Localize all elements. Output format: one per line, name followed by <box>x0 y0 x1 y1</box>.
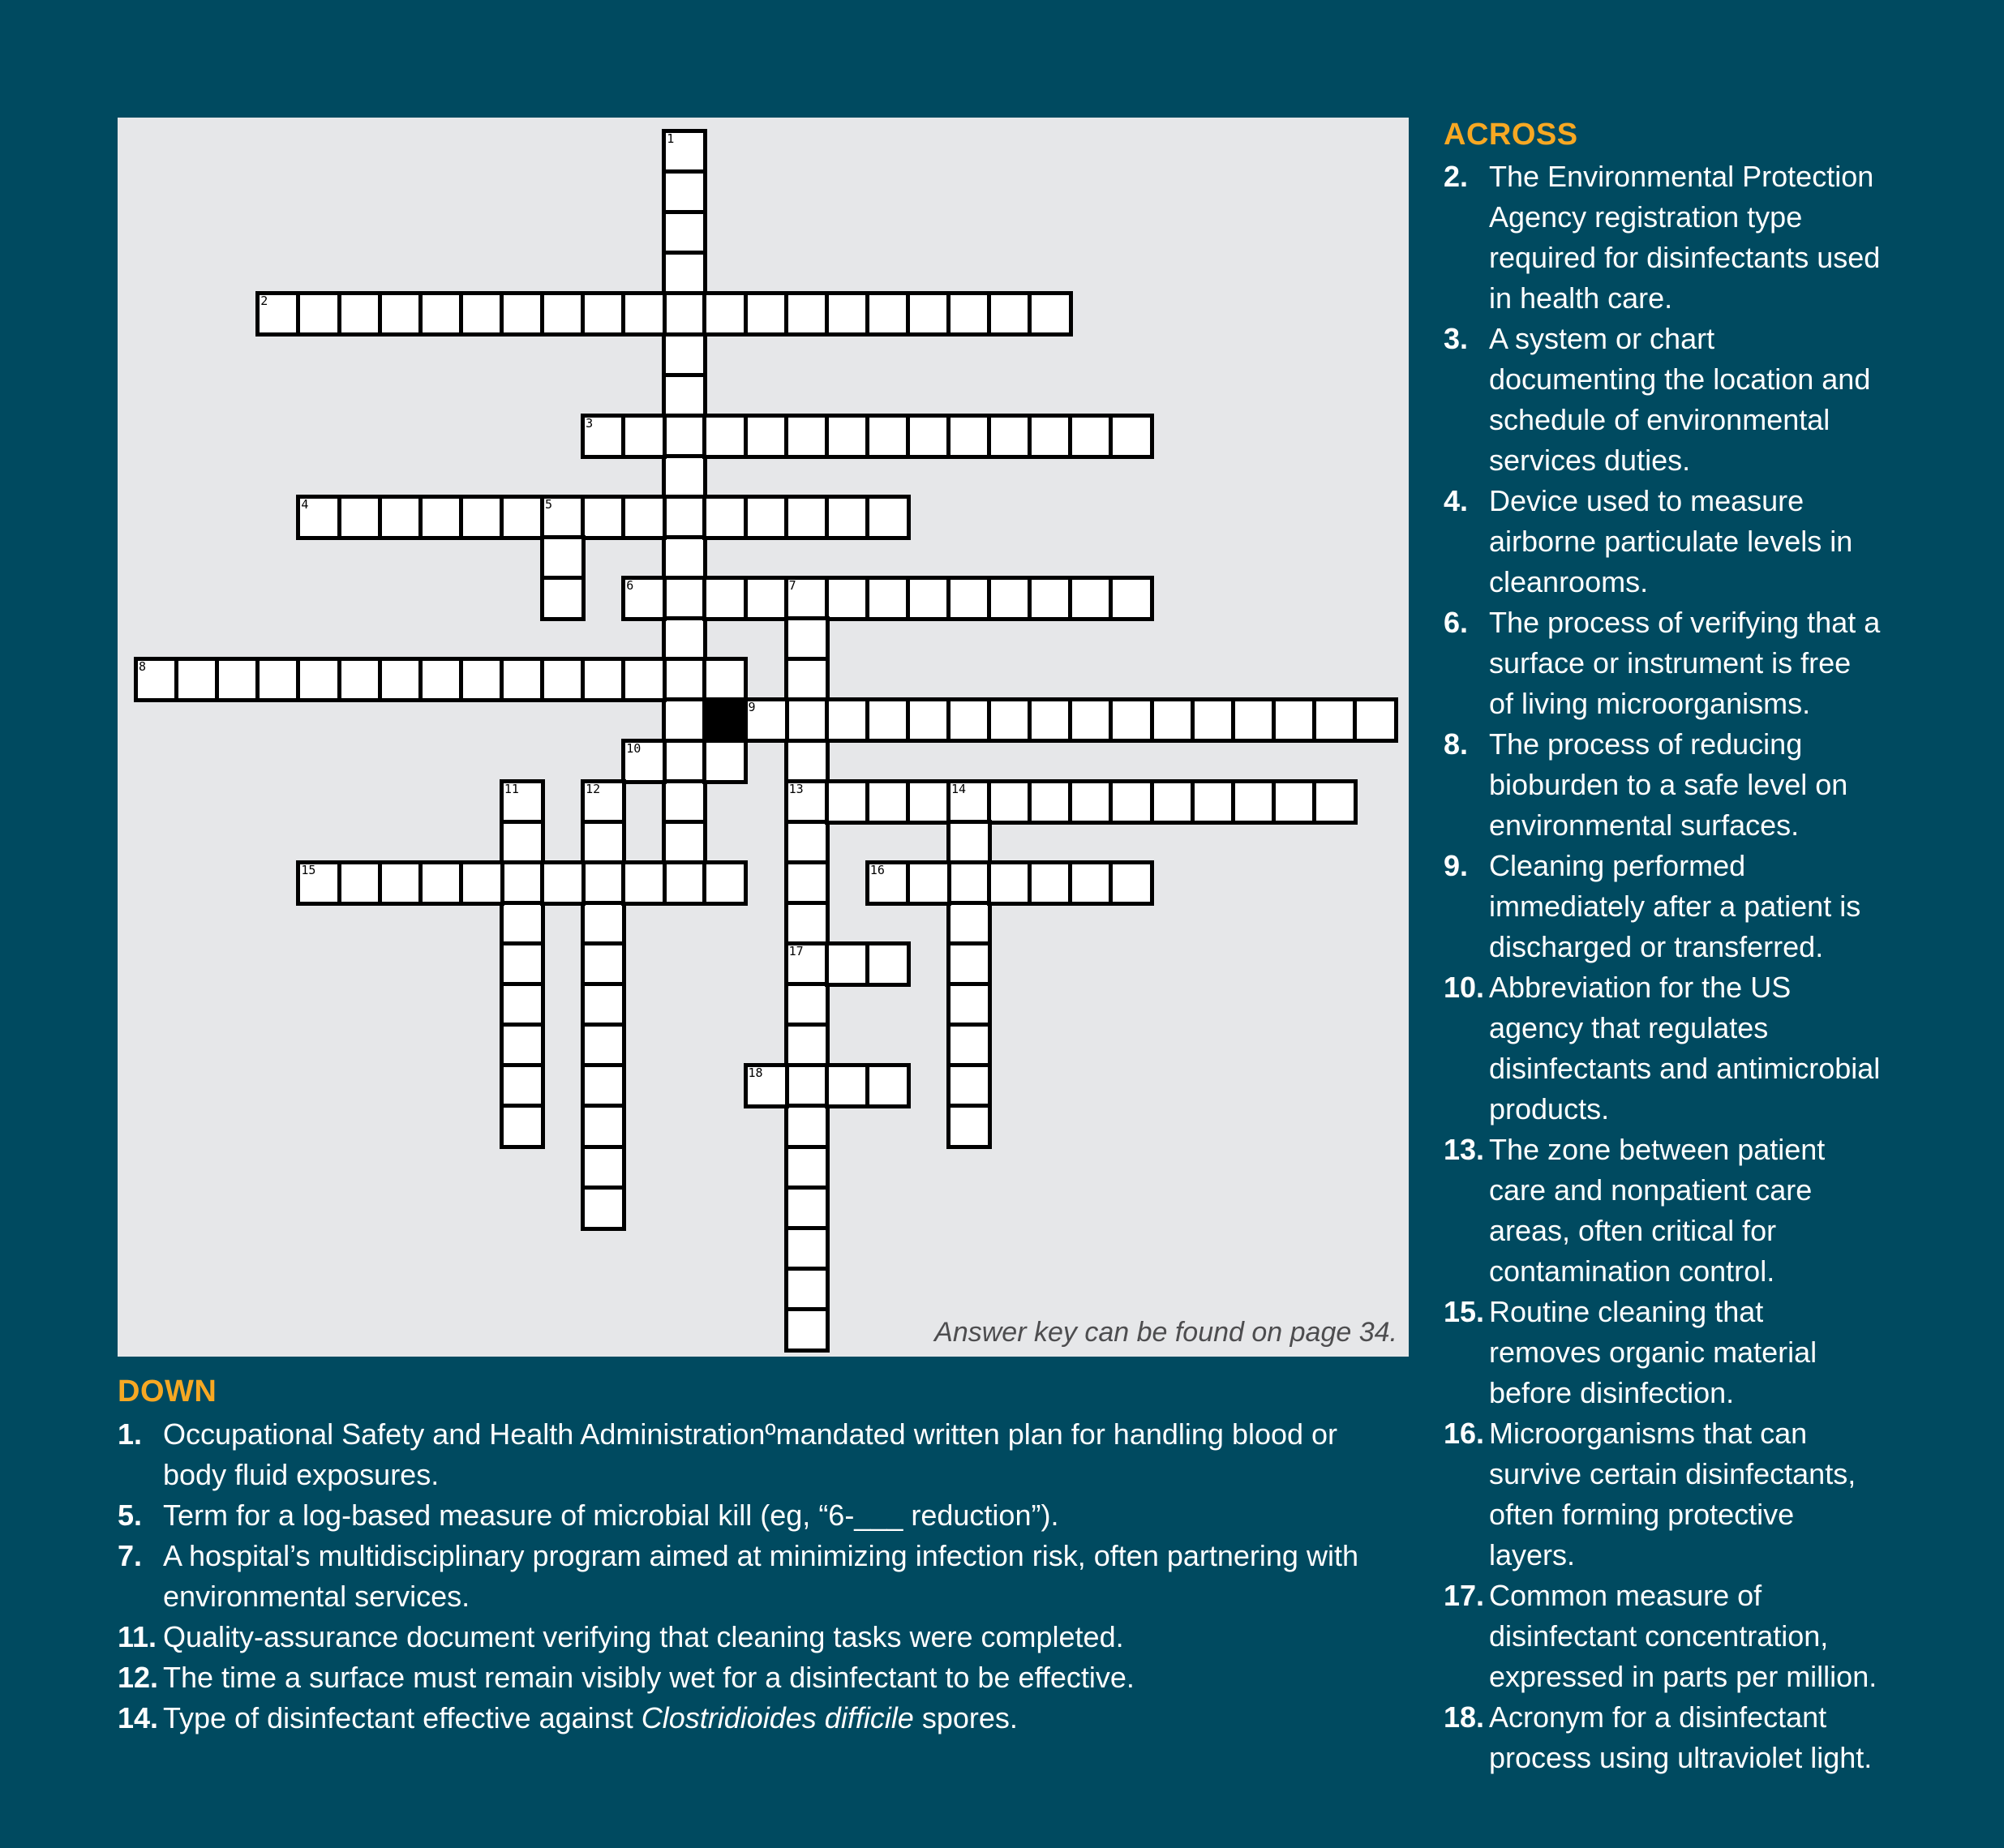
clue-number-label: 15. <box>1444 1295 1485 1328</box>
clue-number: 8 <box>139 659 147 675</box>
across-clue <box>1444 1130 1882 1292</box>
grid-cell-blocked <box>702 697 748 743</box>
clue-number: 1 <box>667 131 675 146</box>
grid-cell[interactable] <box>946 779 992 825</box>
grid-cell[interactable] <box>500 1023 545 1068</box>
clue-number-label: 6. <box>1444 606 1469 639</box>
grid-cell[interactable] <box>1191 697 1236 743</box>
grid-cell[interactable] <box>500 1104 545 1149</box>
grid-cell[interactable] <box>825 291 870 337</box>
grid-cell[interactable] <box>1109 697 1154 743</box>
grid-cell[interactable] <box>1068 414 1114 459</box>
down-clue <box>118 1536 1383 1617</box>
grid-cell[interactable] <box>581 941 626 987</box>
grid-cell[interactable] <box>1068 860 1114 906</box>
across-clue <box>1444 319 1882 481</box>
grid-cell[interactable] <box>865 941 911 987</box>
grid-cell[interactable] <box>1191 779 1236 825</box>
grid-cell[interactable] <box>784 495 830 540</box>
grid-cell[interactable] <box>1150 779 1195 825</box>
grid-cell[interactable] <box>865 860 911 906</box>
grid-cell[interactable] <box>784 860 830 906</box>
clue-text: Type of disinfectant effective against Clostridioides difficile spores. <box>163 1701 1018 1734</box>
grid-cell[interactable] <box>946 291 992 337</box>
clue-number: 12 <box>586 781 601 796</box>
grid-cell[interactable] <box>906 576 951 621</box>
grid-cell[interactable] <box>581 657 626 702</box>
clue-number-label: 8. <box>1444 727 1469 761</box>
clue-number: 3 <box>586 415 594 431</box>
grid-cell[interactable] <box>621 291 667 337</box>
grid-cell[interactable] <box>255 291 301 337</box>
down-clue <box>118 1617 1383 1657</box>
grid-cell[interactable] <box>337 860 383 906</box>
grid-cell[interactable] <box>581 820 626 865</box>
grid-cell[interactable] <box>1109 576 1154 621</box>
down-clue <box>118 1698 1383 1739</box>
grid-cell[interactable] <box>662 820 707 865</box>
grid-cell[interactable] <box>784 1307 830 1353</box>
grid-cell[interactable] <box>581 1023 626 1068</box>
down-clue <box>118 1414 1383 1495</box>
grid-cell[interactable] <box>784 616 830 662</box>
grid-cell[interactable] <box>662 860 707 906</box>
grid-cell[interactable] <box>1028 860 1073 906</box>
grid-cell[interactable] <box>865 1063 911 1108</box>
across-clue <box>1444 1292 1882 1413</box>
grid-cell[interactable] <box>621 495 667 540</box>
grid-cell[interactable] <box>865 414 911 459</box>
grid-cell[interactable] <box>500 495 545 540</box>
clue-number: 5 <box>545 496 553 512</box>
grid-cell[interactable] <box>744 1063 789 1108</box>
clue-text: A system or chart documenting the location and schedule of environmental services duties. <box>1489 322 1871 477</box>
grid-cell[interactable] <box>987 291 1032 337</box>
across-clue <box>1444 1413 1882 1576</box>
grid-cell[interactable] <box>662 697 707 743</box>
grid-cell[interactable] <box>540 495 586 540</box>
grid-cell[interactable] <box>784 1104 830 1149</box>
clue-text: The process of verifying that a surface or instrument is free of living microorganisms. <box>1489 606 1881 720</box>
grid-cell[interactable] <box>500 941 545 987</box>
grid-cell[interactable] <box>621 860 667 906</box>
grid-cell[interactable] <box>621 576 667 621</box>
clue-text: Common measure of disinfectant concentration, expressed in parts per million. <box>1489 1579 1877 1693</box>
grid-cell[interactable] <box>1028 779 1073 825</box>
grid-cell[interactable] <box>987 697 1032 743</box>
clue-text: The time a surface must remain visibly wet for a disinfectant to be effective. <box>163 1661 1135 1694</box>
grid-cell[interactable] <box>581 495 626 540</box>
grid-cell[interactable] <box>1068 576 1114 621</box>
grid-cell[interactable] <box>1272 779 1317 825</box>
grid-cell[interactable] <box>500 1063 545 1108</box>
grid-cell[interactable] <box>784 1023 830 1068</box>
grid-cell[interactable] <box>784 414 830 459</box>
grid-cell[interactable] <box>987 860 1032 906</box>
grid-cell[interactable] <box>540 860 586 906</box>
answer-key-note: Answer key can be found on page 34. <box>934 1317 1397 1348</box>
clue-number-label: 14. <box>118 1701 159 1734</box>
grid-cell[interactable] <box>662 332 707 378</box>
grid-cell[interactable] <box>581 1186 626 1231</box>
grid-cell[interactable] <box>784 1063 830 1108</box>
clue-text: Cleaning performed immediately after a patient is discharged or transferred. <box>1489 849 1861 963</box>
across-heading: ACROSS <box>1444 118 1578 152</box>
grid-cell[interactable] <box>378 860 423 906</box>
grid-cell[interactable] <box>581 1145 626 1190</box>
clue-number: 6 <box>626 578 634 594</box>
grid-cell[interactable] <box>662 169 707 215</box>
down-clue <box>118 1657 1383 1698</box>
clue-number: 11 <box>504 781 519 796</box>
grid-cell[interactable] <box>459 657 504 702</box>
grid-cell[interactable] <box>621 657 667 702</box>
grid-cell[interactable] <box>296 860 341 906</box>
grid-cell[interactable] <box>784 1267 830 1312</box>
grid-cell[interactable] <box>744 576 789 621</box>
grid-cell[interactable] <box>946 982 992 1027</box>
grid-cell[interactable] <box>337 657 383 702</box>
grid-cell[interactable] <box>662 616 707 662</box>
grid-cell[interactable] <box>784 901 830 946</box>
clue-number-label: 7. <box>118 1539 143 1572</box>
grid-cell[interactable] <box>906 414 951 459</box>
clue-text: The Environmental Protection Agency registration type required for disinfectants used in health care. <box>1489 160 1881 315</box>
grid-cell[interactable] <box>1109 779 1154 825</box>
grid-cell[interactable] <box>865 291 911 337</box>
grid-cell[interactable] <box>581 982 626 1027</box>
grid-cell[interactable] <box>581 291 626 337</box>
across-clue <box>1444 846 1882 967</box>
grid-cell[interactable] <box>500 860 545 906</box>
grid-cell[interactable] <box>500 657 545 702</box>
grid-cell[interactable] <box>987 779 1032 825</box>
grid-cell[interactable] <box>459 860 504 906</box>
grid-cell[interactable] <box>702 860 748 906</box>
clue-number-label: 2. <box>1444 160 1469 193</box>
grid-cell[interactable] <box>1028 576 1073 621</box>
grid-cell[interactable] <box>662 291 707 337</box>
clue-text: Microorganisms that can survive certain disinfectants, often forming protective layers. <box>1489 1417 1856 1571</box>
grid-cell[interactable] <box>581 860 626 906</box>
grid-cell[interactable] <box>1312 779 1358 825</box>
clue-number-label: 5. <box>118 1499 143 1532</box>
grid-cell[interactable] <box>906 697 951 743</box>
clue-number-label: 1. <box>118 1417 143 1451</box>
grid-cell[interactable] <box>744 697 789 743</box>
across-clue <box>1444 1576 1882 1697</box>
grid-cell[interactable] <box>865 576 911 621</box>
grid-cell[interactable] <box>946 414 992 459</box>
clue-number: 14 <box>951 781 967 796</box>
grid-cell[interactable] <box>500 779 545 825</box>
clue-number: 18 <box>748 1065 763 1081</box>
clue-text: Occupational Safety and Health Administrationºmandated written plan for handling blood or body fluid exposures. <box>163 1417 1338 1491</box>
grid-cell[interactable] <box>906 291 951 337</box>
grid-cell[interactable] <box>784 697 830 743</box>
grid-cell[interactable] <box>662 576 707 621</box>
grid-cell[interactable] <box>946 1063 992 1108</box>
grid-cell[interactable] <box>378 495 423 540</box>
grid-cell[interactable] <box>784 941 830 987</box>
grid-cell[interactable] <box>378 291 423 337</box>
down-clue-list <box>118 1414 1383 1739</box>
grid-cell[interactable] <box>500 901 545 946</box>
grid-cell[interactable] <box>1231 779 1277 825</box>
grid-cell[interactable] <box>865 495 911 540</box>
grid-cell[interactable] <box>540 535 586 581</box>
clue-number: 15 <box>301 862 316 877</box>
grid-cell[interactable] <box>825 495 870 540</box>
grid-cell[interactable] <box>784 576 830 621</box>
grid-cell[interactable] <box>784 1186 830 1231</box>
grid-cell[interactable] <box>581 901 626 946</box>
clue-number-label: 16. <box>1444 1417 1485 1450</box>
grid-cell[interactable] <box>662 535 707 581</box>
grid-cell[interactable] <box>662 779 707 825</box>
grid-cell[interactable] <box>784 820 830 865</box>
grid-cell[interactable] <box>946 576 992 621</box>
grid-cell[interactable] <box>337 291 383 337</box>
grid-cell[interactable] <box>255 657 301 702</box>
across-clue <box>1444 1697 1882 1778</box>
grid-cell[interactable] <box>906 860 951 906</box>
grid-cell[interactable] <box>621 414 667 459</box>
grid-cell[interactable] <box>1109 414 1154 459</box>
grid-cell[interactable] <box>662 739 707 784</box>
grid-cell[interactable] <box>1109 860 1154 906</box>
clue-number-label: 3. <box>1444 322 1469 355</box>
grid-cell[interactable] <box>865 779 911 825</box>
grid-cell[interactable] <box>784 1226 830 1271</box>
grid-cell[interactable] <box>174 657 220 702</box>
grid-cell[interactable] <box>1231 697 1277 743</box>
grid-cell[interactable] <box>946 901 992 946</box>
grid-cell[interactable] <box>296 291 341 337</box>
grid-cell[interactable] <box>1150 697 1195 743</box>
grid-cell[interactable] <box>825 779 870 825</box>
grid-cell[interactable] <box>1028 697 1073 743</box>
clue-number-label: 18. <box>1444 1700 1485 1734</box>
grid-cell[interactable] <box>744 291 789 337</box>
clue-number: 16 <box>869 862 885 877</box>
grid-cell[interactable] <box>744 495 789 540</box>
grid-cell[interactable] <box>134 657 179 702</box>
grid-cell[interactable] <box>987 576 1032 621</box>
across-clue <box>1444 481 1882 602</box>
grid-cell[interactable] <box>702 576 748 621</box>
grid-cell[interactable] <box>540 657 586 702</box>
grid-cell[interactable] <box>825 576 870 621</box>
grid-cell[interactable] <box>784 657 830 702</box>
grid-cell[interactable] <box>581 1104 626 1149</box>
clue-number: 7 <box>788 578 796 594</box>
clue-text: Quality-assurance document verifying that cleaning tasks were completed. <box>163 1620 1124 1653</box>
grid-cell[interactable] <box>662 495 707 540</box>
clue-number: 2 <box>260 294 268 309</box>
grid-cell[interactable] <box>1272 697 1317 743</box>
grid-cell[interactable] <box>946 697 992 743</box>
clue-number-label: 10. <box>1444 971 1485 1004</box>
grid-cell[interactable] <box>662 129 707 174</box>
clue-number: 10 <box>626 740 642 756</box>
grid-cell[interactable] <box>337 495 383 540</box>
across-clue <box>1444 967 1882 1130</box>
grid-cell[interactable] <box>946 820 992 865</box>
clue-text: Device used to measure airborne particulate levels in cleanrooms. <box>1489 484 1853 598</box>
down-clue <box>118 1495 1383 1536</box>
clue-number: 17 <box>788 944 804 958</box>
grid-cell[interactable] <box>500 291 545 337</box>
clue-text: Acronym for a disinfectant process using ultraviolet light. <box>1489 1700 1873 1774</box>
grid-cell[interactable] <box>540 291 586 337</box>
grid-cell[interactable] <box>784 739 830 784</box>
grid-cell[interactable] <box>744 414 789 459</box>
grid-cell[interactable] <box>418 657 464 702</box>
grid-cell[interactable] <box>865 697 911 743</box>
clue-number-label: 11. <box>118 1620 157 1653</box>
grid-cell[interactable] <box>702 739 748 784</box>
grid-cell[interactable] <box>418 291 464 337</box>
grid-cell[interactable] <box>825 414 870 459</box>
grid-cell[interactable] <box>784 779 830 825</box>
across-clue-list <box>1444 157 1882 1778</box>
clue-text: A hospital’s multidisciplinary program aimed at minimizing infection risk, often partnering with environmental services. <box>163 1539 1358 1613</box>
grid-cell[interactable] <box>662 454 707 500</box>
grid-cell[interactable] <box>906 779 951 825</box>
grid-cell[interactable] <box>784 982 830 1027</box>
grid-cell[interactable] <box>581 779 626 825</box>
clue-number: 4 <box>301 496 309 512</box>
clue-number: 9 <box>748 700 756 715</box>
grid-cell[interactable] <box>987 414 1032 459</box>
grid-cell[interactable] <box>500 820 545 865</box>
grid-cell[interactable] <box>581 414 626 459</box>
grid-cell[interactable] <box>215 657 260 702</box>
grid-cell[interactable] <box>459 495 504 540</box>
grid-cell[interactable] <box>581 1063 626 1108</box>
clue-text: The zone between patient care and nonpatient care areas, often critical for contamination control. <box>1489 1133 1826 1288</box>
grid-cell[interactable] <box>784 291 830 337</box>
grid-cell[interactable] <box>662 373 707 418</box>
across-clue <box>1444 602 1882 724</box>
grid-cell[interactable] <box>1028 291 1073 337</box>
clue-number-label: 13. <box>1444 1133 1485 1166</box>
grid-cell[interactable] <box>702 495 748 540</box>
grid-cell[interactable] <box>702 657 748 702</box>
grid-cell[interactable] <box>946 860 992 906</box>
across-clue <box>1444 724 1882 846</box>
grid-cell[interactable] <box>418 860 464 906</box>
grid-cell[interactable] <box>662 414 707 459</box>
grid-cell[interactable] <box>702 414 748 459</box>
grid-cell[interactable] <box>1353 697 1398 743</box>
clue-number: 13 <box>788 781 804 796</box>
grid-cell[interactable] <box>296 495 341 540</box>
across-clue <box>1444 157 1882 319</box>
grid-cell[interactable] <box>825 1063 870 1108</box>
grid-cell[interactable] <box>500 982 545 1027</box>
grid-cell[interactable] <box>1312 697 1358 743</box>
clue-number-label: 12. <box>118 1661 159 1694</box>
grid-cell[interactable] <box>418 495 464 540</box>
grid-cell[interactable] <box>296 657 341 702</box>
grid-cell[interactable] <box>825 941 870 987</box>
clue-number-label: 17. <box>1444 1579 1485 1612</box>
grid-cell[interactable] <box>825 697 870 743</box>
grid-cell[interactable] <box>662 251 707 296</box>
grid-cell[interactable] <box>1068 779 1114 825</box>
clue-number-label: 4. <box>1444 484 1469 517</box>
grid-cell[interactable] <box>378 657 423 702</box>
grid-cell[interactable] <box>784 1145 830 1190</box>
grid-cell[interactable] <box>1068 697 1114 743</box>
grid-cell[interactable] <box>1028 414 1073 459</box>
grid-cell[interactable] <box>946 1104 992 1149</box>
clue-text: Routine cleaning that removes organic material before disinfection. <box>1489 1295 1817 1409</box>
grid-cell[interactable] <box>662 657 707 702</box>
down-heading: DOWN <box>118 1374 217 1409</box>
clue-text: Term for a log-based measure of microbial kill (eg, “6-___ reduction”). <box>163 1499 1059 1532</box>
grid-cell[interactable] <box>621 739 667 784</box>
grid-cell[interactable] <box>946 1023 992 1068</box>
grid-cell[interactable] <box>702 291 748 337</box>
clue-number-label: 9. <box>1444 849 1469 882</box>
clue-text: The process of reducing bioburden to a safe level on environmental surfaces. <box>1489 727 1848 842</box>
grid-cell[interactable] <box>459 291 504 337</box>
grid-cell[interactable] <box>946 941 992 987</box>
clue-text: Abbreviation for the US agency that regulates disinfectants and antimicrobial products. <box>1489 971 1881 1126</box>
grid-cell[interactable] <box>662 210 707 255</box>
grid-cell[interactable] <box>540 576 586 621</box>
crossword-grid <box>118 118 1409 1357</box>
